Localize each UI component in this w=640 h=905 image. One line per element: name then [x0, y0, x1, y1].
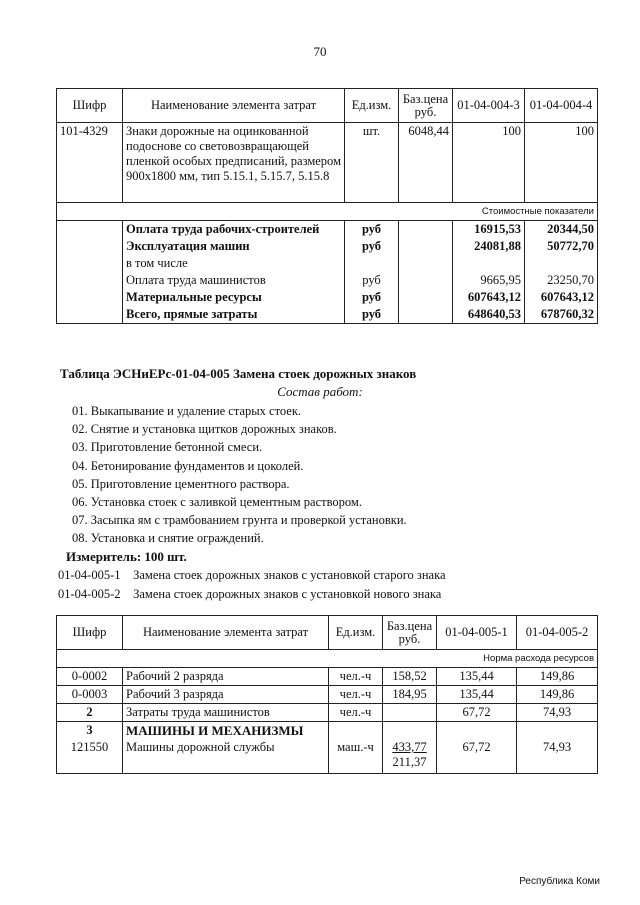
row-name: Материальные ресурсы — [123, 289, 345, 306]
row-name: Рабочий 2 разряда — [123, 668, 329, 686]
row-v2: 74,93 — [517, 739, 598, 773]
col-header-price: Баз.цена руб. — [383, 616, 437, 650]
item-v2: 100 — [525, 123, 598, 203]
section-label: Стоимостные показатели — [57, 203, 598, 221]
code-line — [58, 587, 441, 602]
list-item: 07. Засыпка ям с трамбованием грунта и проверкой установки. — [72, 513, 407, 528]
table-row — [57, 722, 598, 740]
works-title: Состав работ: — [277, 384, 363, 399]
row-v1: 648640,53 — [453, 306, 525, 324]
list-item: 02. Снятие и установка щитков дорожных знаков. — [72, 422, 337, 437]
row-unit: руб — [345, 272, 399, 289]
table-row — [57, 704, 598, 722]
table-row — [57, 238, 598, 255]
row-v2: 23250,70 — [525, 272, 598, 289]
row-code: 0-0003 — [57, 686, 123, 704]
col-header-v1: 01-04-005-1 — [437, 616, 517, 650]
table-row — [57, 686, 598, 704]
row-price-main: 433,77 — [392, 740, 427, 754]
col-header-unit: Ед.изм. — [345, 89, 399, 123]
row-v1: 24081,88 — [453, 238, 525, 255]
row-unit: чел.-ч — [329, 704, 383, 722]
col-header-v2: 01-04-004-4 — [525, 89, 598, 123]
code-line — [58, 568, 446, 583]
item-price: 6048,44 — [399, 123, 453, 203]
code-id: 01-04-005-2 — [58, 587, 121, 601]
row-name: Рабочий 3 разряда — [123, 686, 329, 704]
section-row — [57, 203, 598, 221]
list-item: 05. Приготовление цементного раствора. — [72, 476, 290, 491]
list-item: 04. Бетонирование фундаментов и цоколей. — [72, 458, 304, 473]
row-code: 121550 — [57, 739, 123, 773]
col-header-v2: 01-04-005-2 — [517, 616, 598, 650]
row-v1: 9665,95 — [453, 272, 525, 289]
col-header-price: Баз.цена руб. — [399, 89, 453, 123]
row-unit: чел.-ч — [329, 668, 383, 686]
row-v2: 20344,50 — [525, 221, 598, 239]
row-unit: чел.-ч — [329, 686, 383, 704]
code-text: Замена стоек дорожных знаков с установкой нового знака — [133, 587, 442, 601]
section-label: Норма расхода ресурсов — [57, 650, 598, 668]
row-name: Всего, прямые затраты — [123, 306, 345, 324]
row-v2: 678760,32 — [525, 306, 598, 324]
list-item: 01. Выкапывание и удаление старых стоек. — [72, 404, 302, 418]
row-name: Машины дорожной службы — [123, 739, 329, 773]
table-row — [57, 255, 598, 272]
table-row — [57, 221, 598, 239]
measure-unit: Измеритель: 100 шт. — [66, 549, 187, 564]
row-v2: 74,93 — [517, 704, 598, 722]
row-v1: 607643,12 — [453, 289, 525, 306]
row-unit: маш.-ч — [329, 739, 383, 773]
page-number: 70 — [313, 44, 327, 59]
row-v1: 16915,53 — [453, 221, 525, 239]
table2-header-row — [57, 616, 598, 650]
col-header-unit: Ед.изм. — [329, 616, 383, 650]
row-code: 3 — [57, 722, 123, 740]
row-v2: 50772,70 — [525, 238, 598, 255]
row-name: МАШИНЫ И МЕХАНИЗМЫ — [123, 722, 329, 740]
section-row — [57, 650, 598, 668]
table-caption: Таблица ЭСНиЕРс-01-04-005 Замена стоек дорожных знаков — [60, 366, 417, 381]
row-v1: 67,72 — [437, 704, 517, 722]
table-row — [57, 272, 598, 289]
row-v1: 135,44 — [437, 686, 517, 704]
table-row — [57, 739, 598, 773]
row-price — [383, 739, 437, 773]
works-list — [72, 402, 407, 548]
row-unit: руб — [345, 221, 399, 239]
table1-header-row — [57, 89, 598, 123]
item-v1: 100 — [453, 123, 525, 203]
row-name: Эксплуатация машин — [123, 238, 345, 255]
table-row — [57, 668, 598, 686]
footer-region: Республика Коми — [519, 876, 600, 887]
col-header-v1: 01-04-004-3 — [453, 89, 525, 123]
row-v1: 135,44 — [437, 668, 517, 686]
row-code: 2 — [57, 704, 123, 722]
table-row — [57, 289, 598, 306]
code-id: 01-04-005-1 — [58, 568, 121, 582]
list-item: 08. Установка и снятие ограждений. — [72, 531, 264, 546]
row-unit: руб — [345, 289, 399, 306]
table-row — [57, 306, 598, 324]
row-name: в том числе — [123, 255, 345, 272]
item-unit: шт. — [345, 123, 399, 203]
item-name: Знаки дорожные на оцинкованной подоснове со световозвращающей пленкой особых предписаний, размером 900х1800 мм, тип 5.15.1, 5.15.7, 5.15.8 — [123, 123, 345, 203]
row-name: Затраты труда машинистов — [123, 704, 329, 722]
row-price: 158,52 — [383, 668, 437, 686]
row-v2: 149,86 — [517, 686, 598, 704]
row-price: 184,95 — [383, 686, 437, 704]
row-code: 0-0002 — [57, 668, 123, 686]
row-unit: руб — [345, 306, 399, 324]
row-name: Оплата труда рабочих-строителей — [123, 221, 345, 239]
row-v2: 149,86 — [517, 668, 598, 686]
table-row — [57, 123, 598, 203]
col-header-code: Шифр — [57, 89, 123, 123]
row-unit: руб — [345, 238, 399, 255]
list-item: 03. Приготовление бетонной смеси. — [72, 440, 263, 455]
row-v1: 67,72 — [437, 739, 517, 773]
cost-table-1 — [56, 88, 598, 324]
col-header-name: Наименование элемента затрат — [123, 616, 329, 650]
list-item: 06. Установка стоек с заливкой цементным раствором. — [72, 494, 362, 509]
row-v2: 607643,12 — [525, 289, 598, 306]
col-header-name: Наименование элемента затрат — [123, 89, 345, 123]
item-code: 101-4329 — [57, 123, 123, 203]
row-name: Оплата труда машинистов — [123, 272, 345, 289]
row-price-secondary: 211,37 — [392, 755, 427, 769]
code-text: Замена стоек дорожных знаков с установкой старого знака — [133, 568, 446, 582]
col-header-code: Шифр — [57, 616, 123, 650]
resource-table — [56, 615, 598, 774]
